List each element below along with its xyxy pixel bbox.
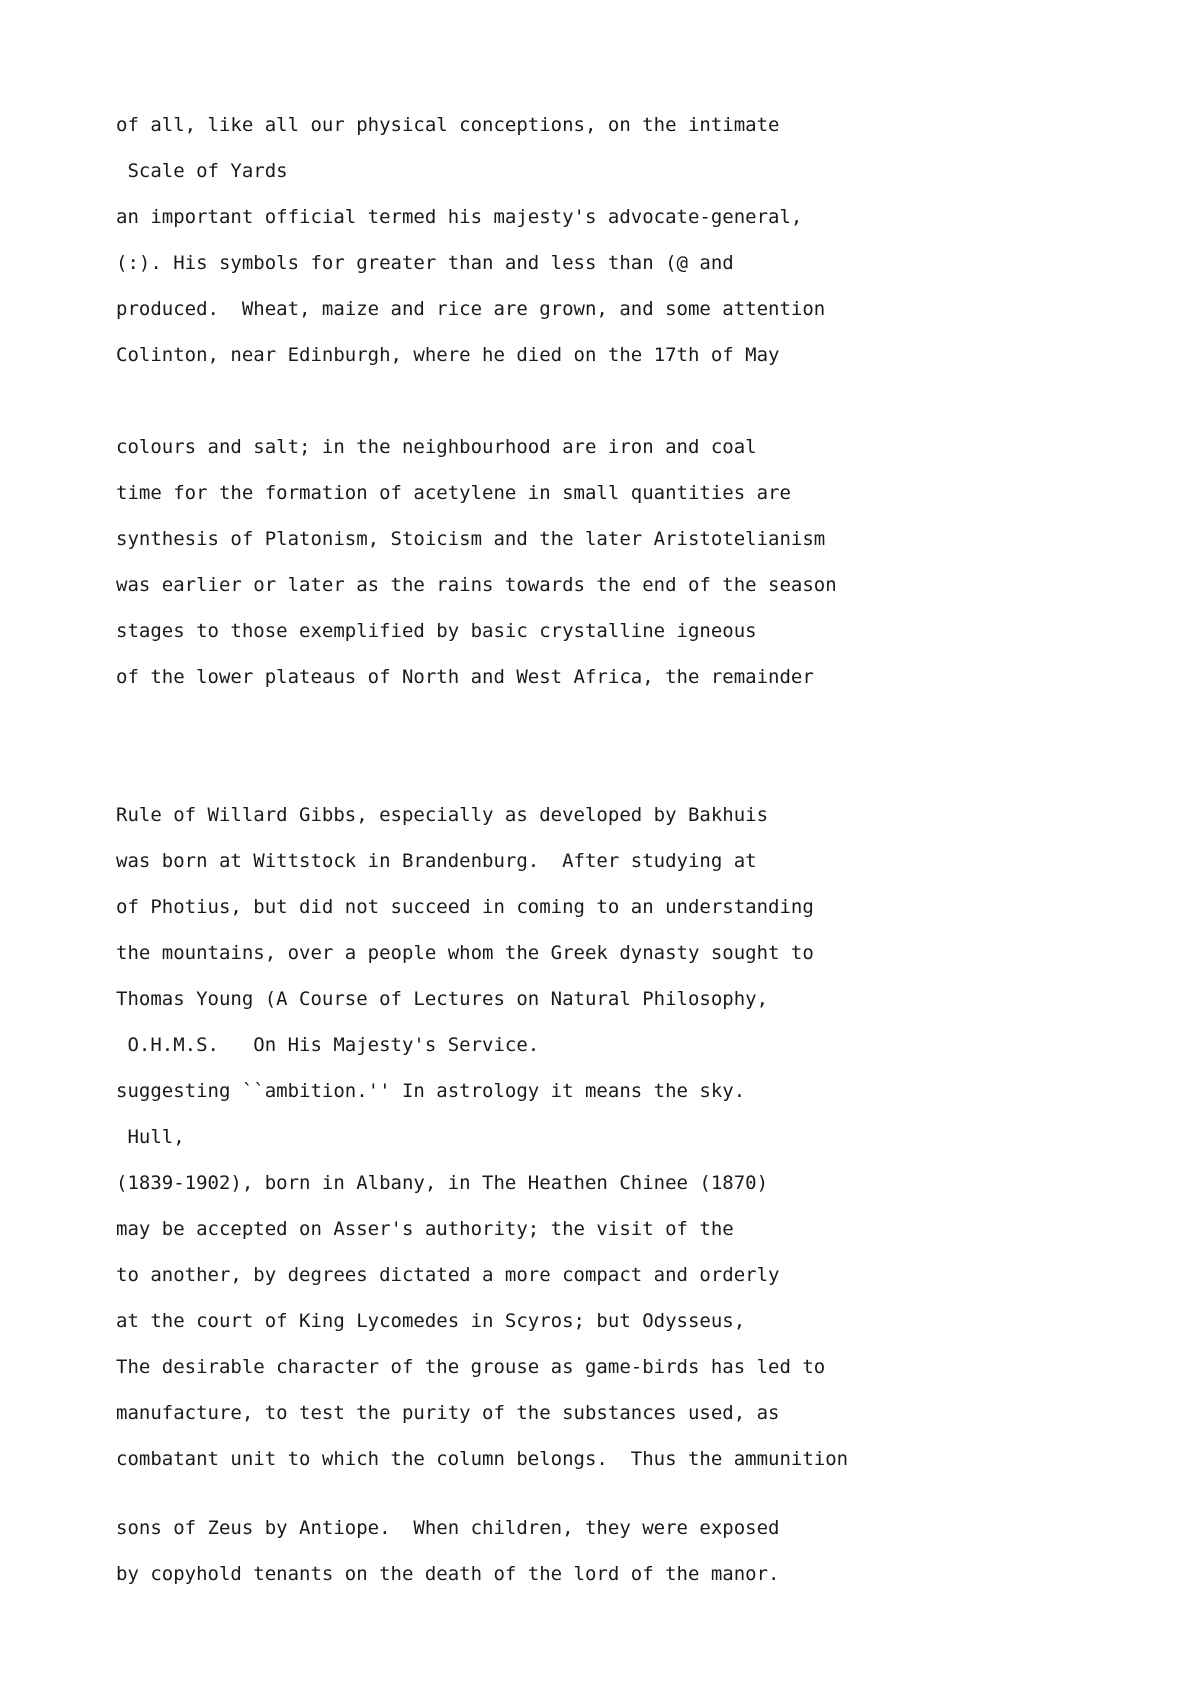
text-line: time for the formation of acetylene in small quantities are (116, 482, 791, 504)
text-line: produced. Wheat, maize and rice are grown, and some attention (116, 298, 826, 320)
text-line: was earlier or later as the rains towards the end of the season (116, 574, 837, 596)
text-line: (:). His symbols for greater than and less than (@ and (116, 252, 734, 274)
text-line: at the court of King Lycomedes in Scyros; but Odysseus, (116, 1310, 746, 1332)
text-line: Scale of Yards (116, 160, 288, 182)
text-line: stages to those exemplified by basic crystalline igneous (116, 620, 757, 642)
text-line: an important official termed his majesty's advocate-general, (116, 206, 803, 228)
text-line: colours and salt; in the neighbourhood are iron and coal (116, 436, 757, 458)
text-line: sons of Zeus by Antiope. When children, they were exposed (116, 1517, 780, 1539)
text-line: may be accepted on Asser's authority; the visit of the (116, 1218, 734, 1240)
text-line: combatant unit to which the column belongs. Thus the ammunition (116, 1448, 849, 1470)
text-line: manufacture, to test the purity of the substances used, as (116, 1402, 780, 1424)
text-line: O.H.M.S. On His Majesty's Service. (116, 1034, 540, 1056)
text-line: was born at Wittstock in Brandenburg. After studying at (116, 850, 757, 872)
text-line: The desirable character of the grouse as game-birds has led to (116, 1356, 826, 1378)
text-line: synthesis of Platonism, Stoicism and the later Aristotelianism (116, 528, 826, 550)
text-line: by copyhold tenants on the death of the lord of the manor. (116, 1563, 780, 1585)
text-line: to another, by degrees dictated a more compact and orderly (116, 1264, 780, 1286)
text-line: Hull, (116, 1126, 185, 1148)
text-line: Rule of Willard Gibbs, especially as developed by Bakhuis (116, 804, 769, 826)
text-line: (1839-1902), born in Albany, in The Heathen Chinee (1870) (116, 1172, 769, 1194)
text-line: Colinton, near Edinburgh, where he died on the 17th of May (116, 344, 780, 366)
text-line: suggesting ``ambition.'' In astrology it means the sky. (116, 1080, 746, 1102)
text-line: of all, like all our physical conceptions, on the intimate (116, 114, 780, 136)
text-line: of the lower plateaus of North and West Africa, the remainder (116, 666, 814, 688)
text-line: Thomas Young (A Course of Lectures on Natural Philosophy, (116, 988, 769, 1010)
text-line: the mountains, over a people whom the Greek dynasty sought to (116, 942, 814, 964)
text-line: of Photius, but did not succeed in coming to an understanding (116, 896, 814, 918)
